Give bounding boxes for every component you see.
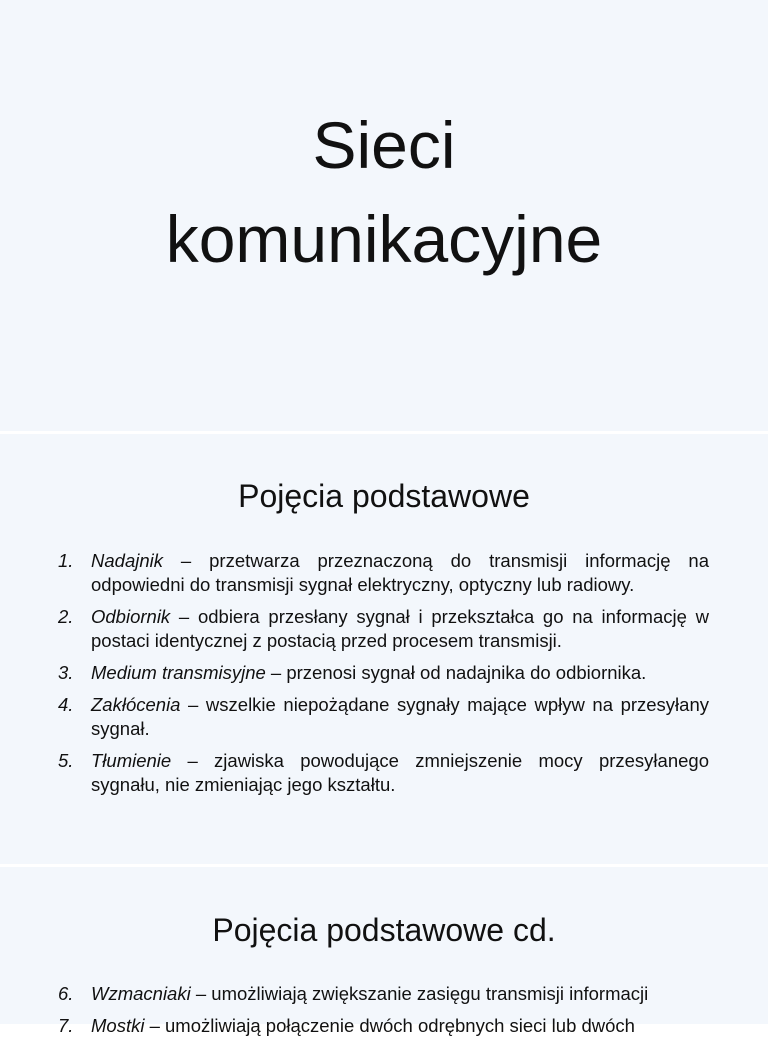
list-item [0, 982, 768, 1006]
slide-basic-concepts-continued [0, 867, 768, 1036]
item-term: Odbiornik [91, 606, 171, 627]
slide-title-page [0, 0, 768, 431]
item-description: – przetwarza przeznaczoną do transmisji informację na odpowiedni do transmisji sygnał elektryczny, optyczny lub radiowy. [91, 550, 709, 595]
concepts-list [0, 982, 768, 1046]
item-number: 2. [58, 606, 74, 627]
item-number: 6. [58, 983, 74, 1004]
list-item [0, 749, 768, 797]
concepts-list [0, 549, 768, 805]
list-item [0, 605, 768, 653]
presentation-title [0, 98, 768, 286]
item-number: 7. [58, 1015, 74, 1036]
slide-basic-concepts [0, 434, 768, 864]
item-term: Nadajnik [91, 550, 163, 571]
item-description: – odbiera przesłany sygnał i przekształca go na informację w postaci identycznej z postacią przed procesem transmisji. [91, 606, 709, 651]
item-number: 1. [58, 550, 74, 571]
list-item [0, 549, 768, 597]
list-item [0, 1014, 768, 1038]
item-number: 5. [58, 750, 74, 771]
item-description: – zjawiska powodujące zmniejszenie mocy przesyłanego sygnału, nie zmieniając jego kształtu. [91, 750, 709, 795]
item-description: – umożliwiają zwiększanie zasięgu transmisji informacji [190, 983, 649, 1004]
item-number: 3. [58, 662, 74, 683]
item-term: Wzmacniaki [91, 983, 191, 1004]
title-line-1: Sieci [312, 108, 456, 182]
item-description: – umożliwiają połączenie dwóch odrębnych sieci lub dwóch [144, 1015, 635, 1036]
title-line-2: komunikacyjne [165, 202, 603, 276]
item-term: Mostki [91, 1015, 145, 1036]
item-description: – wszelkie niepożądane sygnały mające wpływ na przesyłany sygnał. [91, 694, 709, 739]
item-number: 4. [58, 694, 74, 715]
item-term: Medium transmisyjne [91, 662, 266, 683]
item-term: Zakłócenia [91, 694, 181, 715]
slide-title: Pojęcia podstawowe [238, 478, 530, 514]
slide-title: Pojęcia podstawowe cd. [212, 912, 556, 948]
list-item [0, 693, 768, 741]
item-term: Tłumienie [91, 750, 172, 771]
item-description: – przenosi sygnał od nadajnika do odbiornika. [265, 662, 647, 683]
list-item [0, 661, 768, 685]
